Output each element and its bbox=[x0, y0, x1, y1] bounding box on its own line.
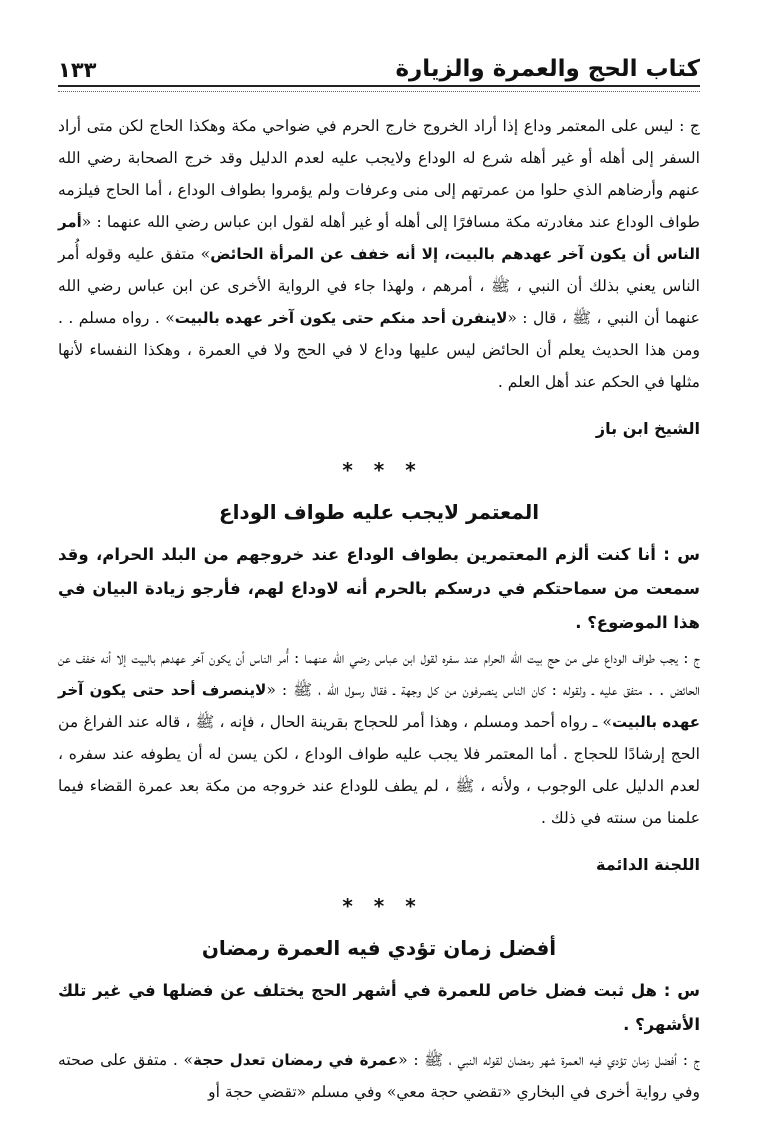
answer-text: » . رواه مسلم . . ومن هذا الحديث يعلم أن الحائض ليس عليها وداع لا في الحج ولا في العمرة ، وهكذا النفساء لأنها مثلها في الحكم عند أهل العلم . bbox=[58, 309, 700, 391]
answer-text: ج : يجب طواف الوداع على من حج بيت الله الحرام عند سفره لقول ابن عباس رضي الله عنهما : أُمر الناس أن يكون آخر عهدهم بالبيت إلا أنه خفف عن الحائض . . متفق عليه ـ ولقوله : كان الناس ينصرفون من كل وجهة ـ فقال رسول الله ، ﷺ : « bbox=[58, 649, 700, 699]
section-separator: * * * bbox=[342, 458, 416, 482]
header-divider bbox=[58, 85, 700, 92]
page-number: ١٣٣ bbox=[58, 58, 97, 82]
answer-text: » متفق عليه وقوله أُمر الناس يعني بذلك أن النبي ، ﷺ ، أمرهم ، ولهذا جاء في الرواية الأخرى عن ابن عباس رضي الله عنهما أن النبي ، ﷺ ، قال : « bbox=[58, 245, 700, 327]
page-body bbox=[58, 108, 700, 1108]
hadith-quote: لاينصرف أحد حتى يكون آخر عهده بالبيت bbox=[58, 681, 701, 731]
page-header bbox=[58, 48, 700, 82]
question-paragraph: س : أنا كنت ألزم المعتمرين بطواف الوداع عند خروجهم من البلد الحرام، وقد سمعت من سماحتكم في درسكم بالحرم أنه لاوداع لهم، فأرجو زيادة البيان في هذا الموضوع؟ . bbox=[58, 545, 700, 632]
section-separator: * * * bbox=[342, 894, 416, 918]
hadith-quote: لاينفرن أحد منكم حتى يكون آخر عهده بالبيت bbox=[174, 309, 508, 327]
fatwa-signature: الشيخ ابن باز bbox=[595, 419, 700, 438]
question-paragraph: س : هل ثبت فضل خاص للعمرة في أشهر الحج يختلف عن فضلها في غير تلك الأشهر؟ . bbox=[58, 981, 700, 1034]
hadith-quote: عمرة في رمضان تعدل حجة bbox=[193, 1051, 399, 1069]
section-heading: المعتمر لايجب عليه طواف الوداع bbox=[218, 500, 540, 524]
answer-paragraph bbox=[58, 642, 700, 834]
running-title: كتاب الحج والعمرة والزيارة bbox=[395, 56, 700, 82]
answer-paragraph bbox=[58, 1044, 700, 1108]
answer-text: ج : ليس على المعتمر وداع إذا أراد الخروج خارج الحرم في ضواحي مكة وهكذا الحاج لكن متى أراد السفر إلى أهله أو غير أهله شرع له الوداع ولايجب عليه لعدم الدليل وقد خرج الصحابة رضي الله عنهم وأرضاهم الذي حلوا من عمرتهم إلى منى وعرفات ولم يؤمروا بطواف الوداع ، أما الحاج فيلزمه طواف الوداع عند مغادرته مكة مسافرًا إلى أهله أو غير أهله لقول ابن عباس رضي الله عنهما : « bbox=[58, 117, 700, 231]
hadith-quote: أمر الناس أن يكون آخر عهدهم بالبيت، إلا أنه خفف عن المرأة الحائض bbox=[58, 213, 701, 263]
section-heading: أفضل زمان تؤدي فيه العمرة رمضان bbox=[201, 936, 557, 960]
answer-text: ج : أفضل زمان تؤدي فيه العمرة شهر رمضان لقوله النبي ، ﷺ : « bbox=[398, 1051, 700, 1069]
answer-text: » . متفق على صحته وفي رواية أخرى في البخاري «تقضي حجة معي» وفي مسلم «تقضي حجة أو bbox=[58, 1051, 700, 1101]
fatwa-signature: اللجنة الدائمة bbox=[595, 855, 700, 874]
answer-paragraph bbox=[58, 110, 700, 398]
answer-text: » ـ رواه أحمد ومسلم ، وهذا أمر للحجاج بقرينة الحال ، فإنه ، ﷺ ، قاله عند الفراغ من الحج إرشادًا للحجاج . أما المعتمر فلا يجب عليه طواف الوداع ، لكن يسن له أن يطوفه عند سفره ، لعدم الدليل على الوجوب ، ولأنه ، ﷺ ، لم يطف للوداع عند خروجه من مكة بعد عمرة القضاء فيما علمنا من سنته في ذلك . bbox=[58, 713, 700, 827]
